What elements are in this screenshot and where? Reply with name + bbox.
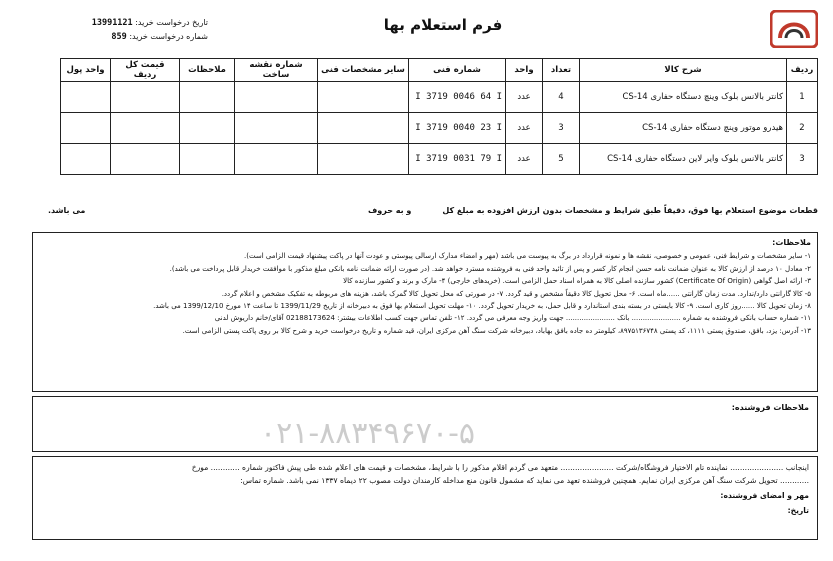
table-header-row <box>61 59 818 82</box>
note-item: ۸- زمان تحویل کالا ......روز کاری است. ۹- کالا بایستی در بسته بندی استاندارد و قابل حمل، به خریدار تحویل گردد. ۱۰- مهلت تحویل استعلام بها فوق به دبیرخانه از تاریخ 1399/11/29 تا ساعت ۱۴ مورخ 1399/12/10 می باشد. <box>153 302 811 311</box>
total-summary-line <box>48 206 818 215</box>
col-tech: شماره فنی <box>409 59 506 82</box>
seller-notes-heading: ملاحظات فروشنده: <box>731 403 809 412</box>
note-item: ۳- ارائه اصل گواهی (Certificate Of Origin) کشور سازنده اصلی کالا به همراه اسناد حمل الزامی است. (خریدهای خارجی) ۴- مارک و برند و کشور سازنده کالا <box>343 277 811 286</box>
cell-other-spec[interactable] <box>318 82 409 113</box>
form-title: فرم استعلام بها <box>383 16 503 34</box>
cell-row: 1 <box>787 82 818 113</box>
cell-other-spec[interactable] <box>318 144 409 175</box>
seller-date-label: تاریخ: <box>787 506 809 515</box>
cell-drawing[interactable] <box>235 113 318 144</box>
col-notes: ملاحظات <box>180 59 235 82</box>
cell-row: 3 <box>787 144 818 175</box>
seller-commitment-box <box>32 456 818 540</box>
col-qty: تعداد <box>543 59 580 82</box>
col-row: ردیف <box>787 59 818 82</box>
request-meta <box>28 16 208 44</box>
col-desc: شرح کالا <box>580 59 787 82</box>
note-item: ۱- سایر مشخصات و شرایط فنی، عمومی و خصوصی، نقشه ها و نمونه قرارداد در برگ به پیوست می باشد (مهر و امضاء مدارک ارسالی پیوستی و عودت آنها در پاکت پیشنهاد قیمت الزامی است). <box>244 252 811 261</box>
request-date: 13991121 <box>91 18 133 28</box>
cell-notes[interactable] <box>180 113 235 144</box>
notes-heading: ملاحظات: <box>772 238 811 247</box>
notes-box <box>32 232 818 392</box>
cell-total[interactable] <box>111 113 180 144</box>
company-logo-icon <box>770 10 818 48</box>
form-header <box>28 6 818 48</box>
cell-desc: هیدرو موتور وینچ دستگاه حفاری CS-14 <box>580 113 787 144</box>
note-item: ۱۱- شماره حساب بانکی فروشنده به شماره ...................... بانک ...................... جهت واریز وجه معرفی می گردد. ۱۲- تلفن تماس جهت کسب اطلاعات بیشتر: 02188173624 آقای/خانم داریوش لدنی <box>214 314 811 323</box>
seller-signature-label: مهر و امضای فروشنده: <box>720 491 809 500</box>
cell-total[interactable] <box>111 82 180 113</box>
cell-currency[interactable] <box>61 144 111 175</box>
cell-tech: I 3719 0046 64 I <box>409 82 506 113</box>
cell-unit: عدد <box>506 82 543 113</box>
request-date-label: تاریخ درخواست خرید: <box>135 18 208 27</box>
cell-qty: 5 <box>543 144 580 175</box>
col-total: قیمت کل ردیف <box>111 59 180 82</box>
col-currency: واحد پول <box>61 59 111 82</box>
cell-notes[interactable] <box>180 82 235 113</box>
note-item: ۵- کالا گارانتی دارد/ندارد. مدت زمان گارانتی ......ماه است. ۶- محل تحویل کالا دقیقاً مشخص و قید گردد. ۷- در صورتی که محل تحویل کالا گمرک باشد، هزینه های مربوطه به تفکیک مشخص و اعلام گردد. <box>221 289 811 298</box>
items-table <box>60 58 818 175</box>
cell-other-spec[interactable] <box>318 113 409 144</box>
cell-row: 2 <box>787 113 818 144</box>
cell-tech: I 3719 0040 23 I <box>409 113 506 144</box>
watermark: ۰۲۱-۸۸۳۴۹۶۷۰-۵ <box>260 416 476 451</box>
cell-drawing[interactable] <box>235 144 318 175</box>
cell-unit: عدد <box>506 144 543 175</box>
request-number-label: شماره درخواست خرید: <box>129 32 208 41</box>
col-drawing: شماره نقشه ساخت <box>235 59 318 82</box>
table-row <box>61 144 818 175</box>
summary-letters: و به حروف <box>368 206 412 215</box>
cell-currency[interactable] <box>61 82 111 113</box>
note-item: ۱۳- آدرس: یزد، بافق، صندوق پستی ۱۱۱۱، کد پستی ۸۹۷۵۱۳۶۷۴۸، کیلومتر ده جاده بافق بهاباد، دبیرخانه شرکت سنگ آهن مرکزی ایران، قید شماره و تاریخ درخواست خرید و شرح کالا بر روی پاکت پستی الزامی است. <box>182 326 811 335</box>
table-row <box>61 82 818 113</box>
cell-desc: کانتر بالانس بلوک وینچ دستگاه حفاری CS-14 <box>580 82 787 113</box>
table-row <box>61 113 818 144</box>
note-item: ۲- معادل ۱۰ درصد از ارزش کالا به عنوان ضمانت نامه حسن انجام کار کسر و پس از تائید واحد فنی به فروشنده مسترد خواهد شد. (در صورت ارائه ضمانت نامه بانکی مبلغ مذکور با موافقت خریدار قابل پرداخت می باشد). <box>169 264 811 273</box>
request-number: 859 <box>111 32 127 42</box>
cell-unit: عدد <box>506 113 543 144</box>
cell-qty: 3 <box>543 113 580 144</box>
summary-main: قطعات موضوع استعلام بها فوق، دقیقاً طبق شرایط و مشخصات بدون ارزش افزوده به مبلغ کل <box>442 206 818 215</box>
col-other-spec: سایر مشخصات فنی <box>318 59 409 82</box>
cell-desc: کانتر بالانس بلوک وایر لاین دستگاه حفاری CS-14 <box>580 144 787 175</box>
cell-currency[interactable] <box>61 113 111 144</box>
cell-qty: 4 <box>543 82 580 113</box>
cell-total[interactable] <box>111 144 180 175</box>
cell-notes[interactable] <box>180 144 235 175</box>
commitment-line-2: ............ تحویل شرکت سنگ آهن مرکزی ایران نمایم. همچنین فروشنده تعهد می نماید که مشمول قانون منع مداخله کارمندان دولت مصوب ۲۲ دیماه ۱۳۳۷ نمی باشد. شماره تماس: <box>240 476 809 485</box>
col-unit: واحد <box>506 59 543 82</box>
summary-end: می باشد. <box>48 206 86 215</box>
cell-drawing[interactable] <box>235 82 318 113</box>
cell-tech: I 3719 0031 79 I <box>409 144 506 175</box>
commitment-line-1: اینجانب ...................... نماینده تام الاختیار فروشگاه/شرکت ...................... متعهد می گردم اقلام مذکور را با شرایط، مشخصات و قیمت های اعلام شده طی پیش فاکتور شماره ............ مورخ <box>191 463 809 472</box>
